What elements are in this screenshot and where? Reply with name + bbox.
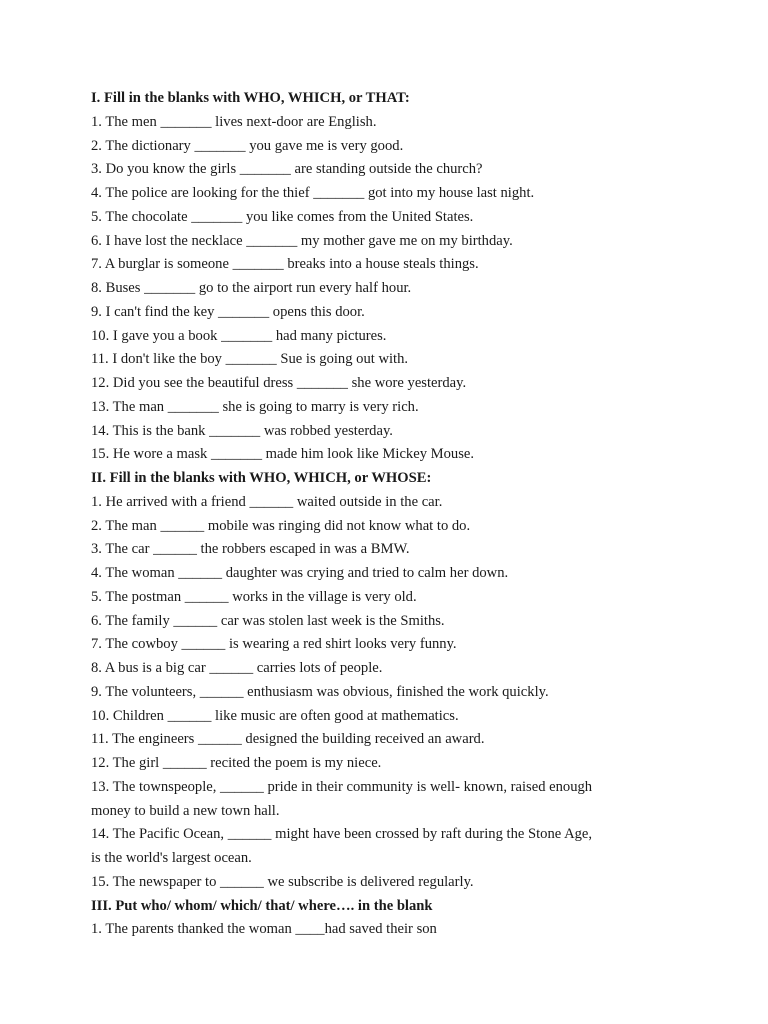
exercise-item: 9. I can't find the key _______ opens this door.: [91, 303, 365, 320]
exercise-item: 12. The girl ______ recited the poem is my niece.: [91, 755, 382, 771]
exercise-item: 2. The dictionary _______ you gave me is very good.: [91, 137, 404, 154]
worksheet: [91, 87, 691, 942]
exercise-item: 5. The chocolate _______ you like comes from the United States.: [91, 208, 474, 225]
exercise-item: 15. The newspaper to ______ we subscribe is delivered regularly.: [91, 873, 474, 890]
exercise-item: 13. The townspeople, ______ pride in their community is well- known, raised enough: [91, 778, 593, 795]
exercise-item: 14. The Pacific Ocean, ______ might have been crossed by raft during the Stone Age,: [91, 826, 593, 843]
exercise-item: 8. A bus is a big car ______ carries lots of people.: [91, 660, 383, 676]
exercise-item: 1. He arrived with a friend ______ waited outside in the car.: [91, 493, 443, 510]
exercise-item: 6. The family ______ car was stolen last week is the Smiths.: [91, 612, 445, 629]
exercise-item: 12. Did you see the beautiful dress _______ she wore yesterday.: [91, 375, 467, 391]
exercise-item-continuation: is the world's largest ocean.: [91, 850, 252, 866]
exercise-item-continuation: money to build a new town hall.: [91, 802, 280, 819]
exercise-item: 1. The men _______ lives next-door are English.: [91, 113, 377, 130]
exercise-item: 7. A burglar is someone _______ breaks into a house steals things.: [91, 256, 479, 273]
exercise-item: 14. This is the bank _______ was robbed yesterday.: [91, 422, 393, 439]
exercise-item: 10. Children ______ like music are often good at mathematics.: [91, 707, 459, 724]
exercise-item: 15. He wore a mask _______ made him look like Mickey Mouse.: [91, 446, 475, 463]
exercise-item: 13. The man _______ she is going to marry is very rich.: [91, 398, 419, 415]
exercise-item: 3. Do you know the girls _______ are standing outside the church?: [91, 161, 483, 178]
exercise-item: 11. The engineers ______ designed the building received an award.: [91, 731, 485, 748]
exercise-item: 5. The postman ______ works in the village is very old.: [91, 588, 417, 605]
exercise-item: 8. Buses _______ go to the airport run every half hour.: [91, 280, 412, 296]
exercise-item: 1. The parents thanked the woman ____had saved their son: [91, 921, 437, 938]
section-3-heading: III. Put who/ whom/ which/ that/ where…. in the blank: [91, 897, 433, 914]
exercise-item: 6. I have lost the necklace _______ my mother gave me on my birthday.: [91, 232, 513, 249]
exercise-item: 4. The woman ______ daughter was crying and tried to calm her down.: [91, 565, 509, 581]
exercise-item: 3. The car ______ the robbers escaped in was a BMW.: [91, 541, 410, 558]
exercise-item: 10. I gave you a book _______ had many pictures.: [91, 327, 387, 344]
exercise-item: 9. The volunteers, ______ enthusiasm was obvious, finished the work quickly.: [91, 683, 549, 700]
exercise-item: 4. The police are looking for the thief _______ got into my house last night.: [91, 185, 535, 201]
exercise-item: 2. The man ______ mobile was ringing did not know what to do.: [91, 517, 471, 534]
section-2-heading: II. Fill in the blanks with WHO, WHICH, or WHOSE:: [91, 470, 432, 486]
section-1-heading: I. Fill in the blanks with WHO, WHICH, or THAT:: [91, 90, 410, 106]
exercise-item: 7. The cowboy ______ is wearing a red shirt looks very funny.: [91, 636, 457, 653]
exercise-item: 11. I don't like the boy _______ Sue is going out with.: [91, 351, 409, 368]
